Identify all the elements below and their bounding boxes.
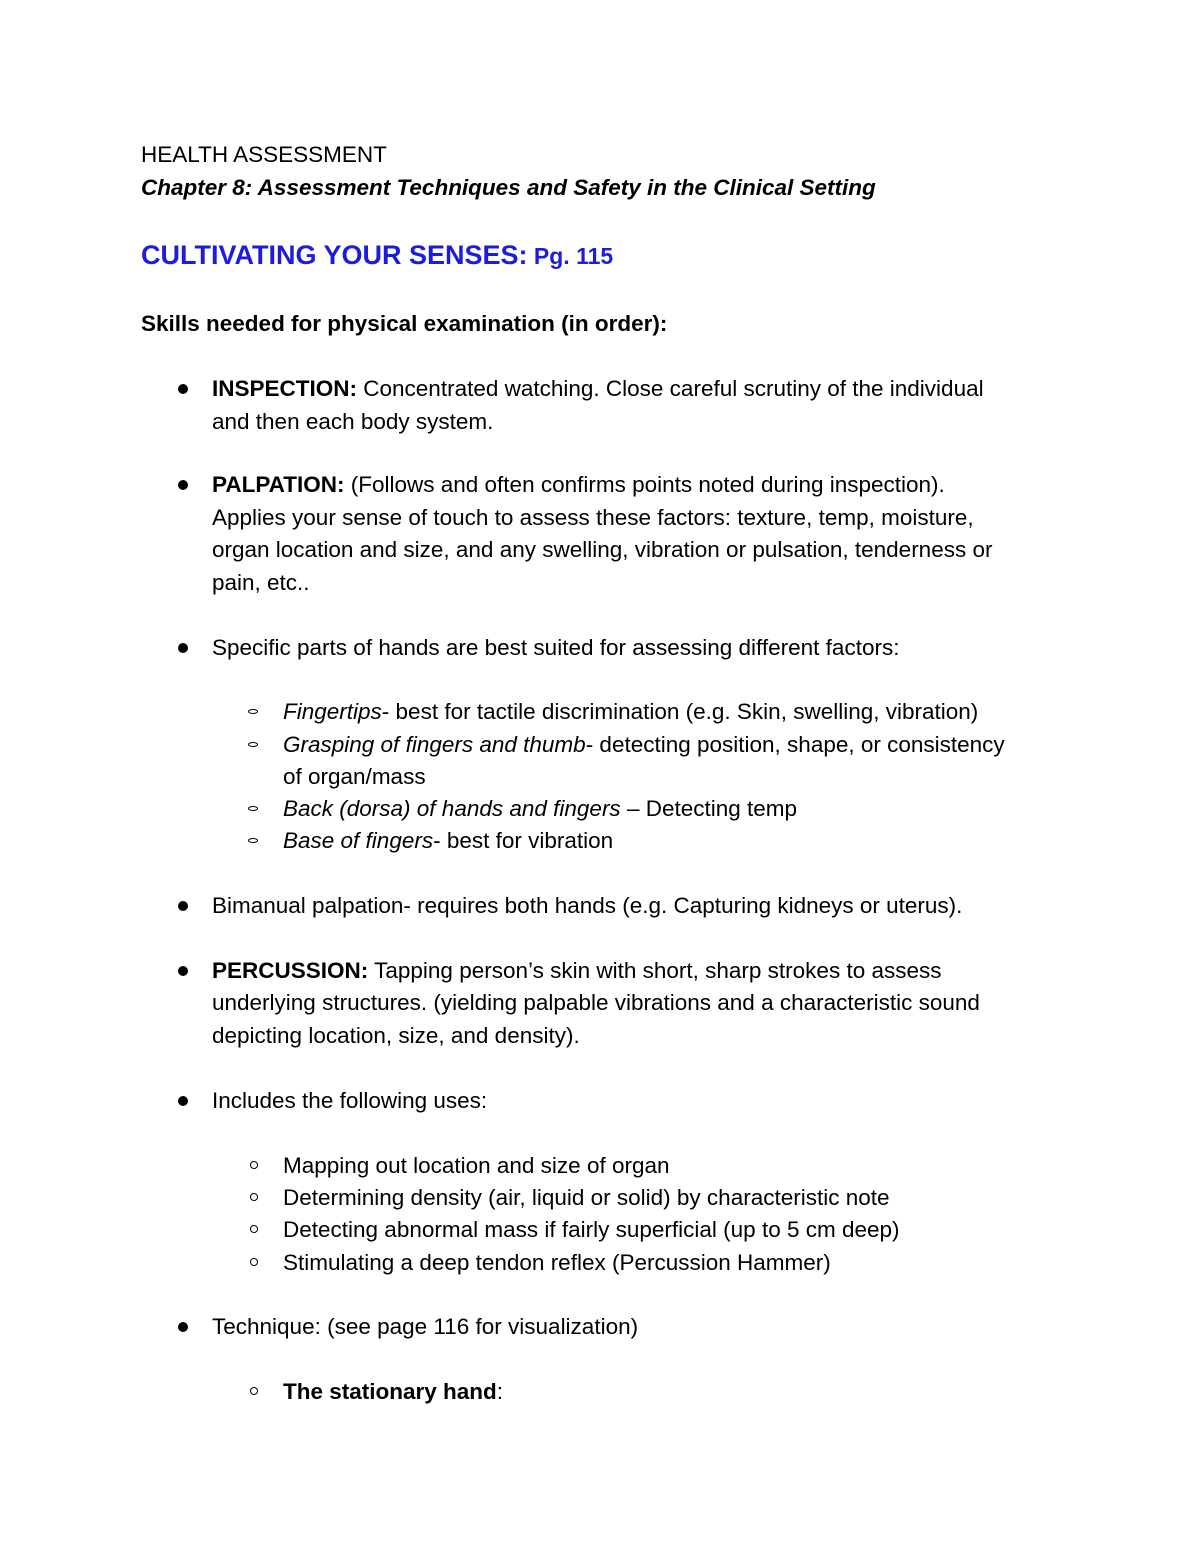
percussion-line-1 <box>212 960 941 983</box>
uses-item: Mapping out location and size of organ <box>283 1153 670 1178</box>
sub-bullet-circle <box>250 1193 258 1201</box>
bullet-dot <box>178 480 188 490</box>
hands-item-text: - detecting position, shape, or consistency <box>585 732 1005 757</box>
chapter-subtitle: Chapter 8: Assessment Techniques and Safety in the Clinical Setting <box>141 175 876 200</box>
section-page-ref: Pg. 115 <box>527 243 614 269</box>
percussion-line-2: underlying structures. (yielding palpable vibrations and a characteristic sound <box>212 990 980 1015</box>
percussion-text: Tapping person’s skin with short, sharp strokes to assess <box>368 958 942 983</box>
percussion-line-3: depicting location, size, and density). <box>212 1023 580 1048</box>
uses-item: Determining density (air, liquid or solid) by characteristic note <box>283 1185 890 1210</box>
uses-item: Stimulating a deep tendon reflex (Percussion Hammer) <box>283 1250 831 1275</box>
hands-item-term: Base of fingers <box>283 828 434 853</box>
bullet-dot <box>178 384 188 394</box>
hands-item-term: Back (dorsa) of hands and fingers <box>283 796 621 821</box>
bullet-dot <box>178 901 188 911</box>
hands-item-grasping <box>283 734 1005 757</box>
technique-text: Technique: (see page 116 for visualization) <box>212 1314 639 1339</box>
palpation-line-2: Applies your sense of touch to assess these factors: texture, temp, moisture, <box>212 505 974 530</box>
sub-bullet-circle <box>248 806 258 811</box>
uses-item: Detecting abnormal mass if fairly superficial (up to 5 cm deep) <box>283 1217 900 1242</box>
bimanual-text: Bimanual palpation- requires both hands (e.g. Capturing kidneys or uterus). <box>212 893 963 918</box>
hands-item-grasping-cont: of organ/mass <box>283 764 426 789</box>
hands-item-back <box>283 798 797 821</box>
inspection-term: INSPECTION: <box>212 376 358 401</box>
section-heading-text: CULTIVATING YOUR SENSES: <box>141 240 528 270</box>
bullet-dot <box>178 966 188 976</box>
hands-item-base <box>283 830 613 853</box>
palpation-line-1 <box>212 474 945 497</box>
hands-item-text: - best for tactile discrimination (e.g. Skin, swelling, vibration) <box>381 699 979 724</box>
sub-bullet-circle <box>250 1387 258 1395</box>
stationary-hand-item <box>283 1381 503 1404</box>
inspection-text: Concentrated watching. Close careful scrutiny of the individual <box>357 376 984 401</box>
palpation-term: PALPATION: <box>212 472 345 497</box>
inspection-line-2: and then each body system. <box>212 409 494 434</box>
bullet-dot <box>178 1096 188 1106</box>
bullet-dot <box>178 643 188 653</box>
skills-intro: Skills needed for physical examination (in order): <box>141 311 668 336</box>
hands-item-text: – Detecting temp <box>620 796 798 821</box>
percussion-term: PERCUSSION: <box>212 958 369 983</box>
sub-bullet-circle <box>250 1225 258 1233</box>
sub-bullet-circle <box>248 838 258 843</box>
bullet-dot <box>178 1322 188 1332</box>
hands-item-fingertips <box>283 701 978 724</box>
hands-intro: Specific parts of hands are best suited for assessing different factors: <box>212 635 900 660</box>
stationary-hand-tail: : <box>496 1379 504 1404</box>
palpation-text: (Follows and often confirms points noted during inspection). <box>344 472 945 497</box>
uses-intro: Includes the following uses: <box>212 1088 488 1113</box>
sub-bullet-circle <box>250 1258 258 1266</box>
palpation-line-3: organ location and size, and any swelling, vibration or pulsation, tenderness or <box>212 537 993 562</box>
hands-item-term: Grasping of fingers and thumb <box>283 732 586 757</box>
palpation-line-4: pain, etc.. <box>212 570 310 595</box>
hands-item-term: Fingertips <box>283 699 382 724</box>
inspection-line-1 <box>212 378 984 401</box>
document-title: HEALTH ASSESSMENT <box>141 142 387 167</box>
sub-bullet-circle <box>248 709 258 714</box>
stationary-hand-term: The stationary hand <box>283 1379 497 1404</box>
hands-item-text: - best for vibration <box>433 828 614 853</box>
section-heading <box>141 242 613 269</box>
sub-bullet-circle <box>248 742 258 747</box>
sub-bullet-circle <box>250 1161 258 1169</box>
